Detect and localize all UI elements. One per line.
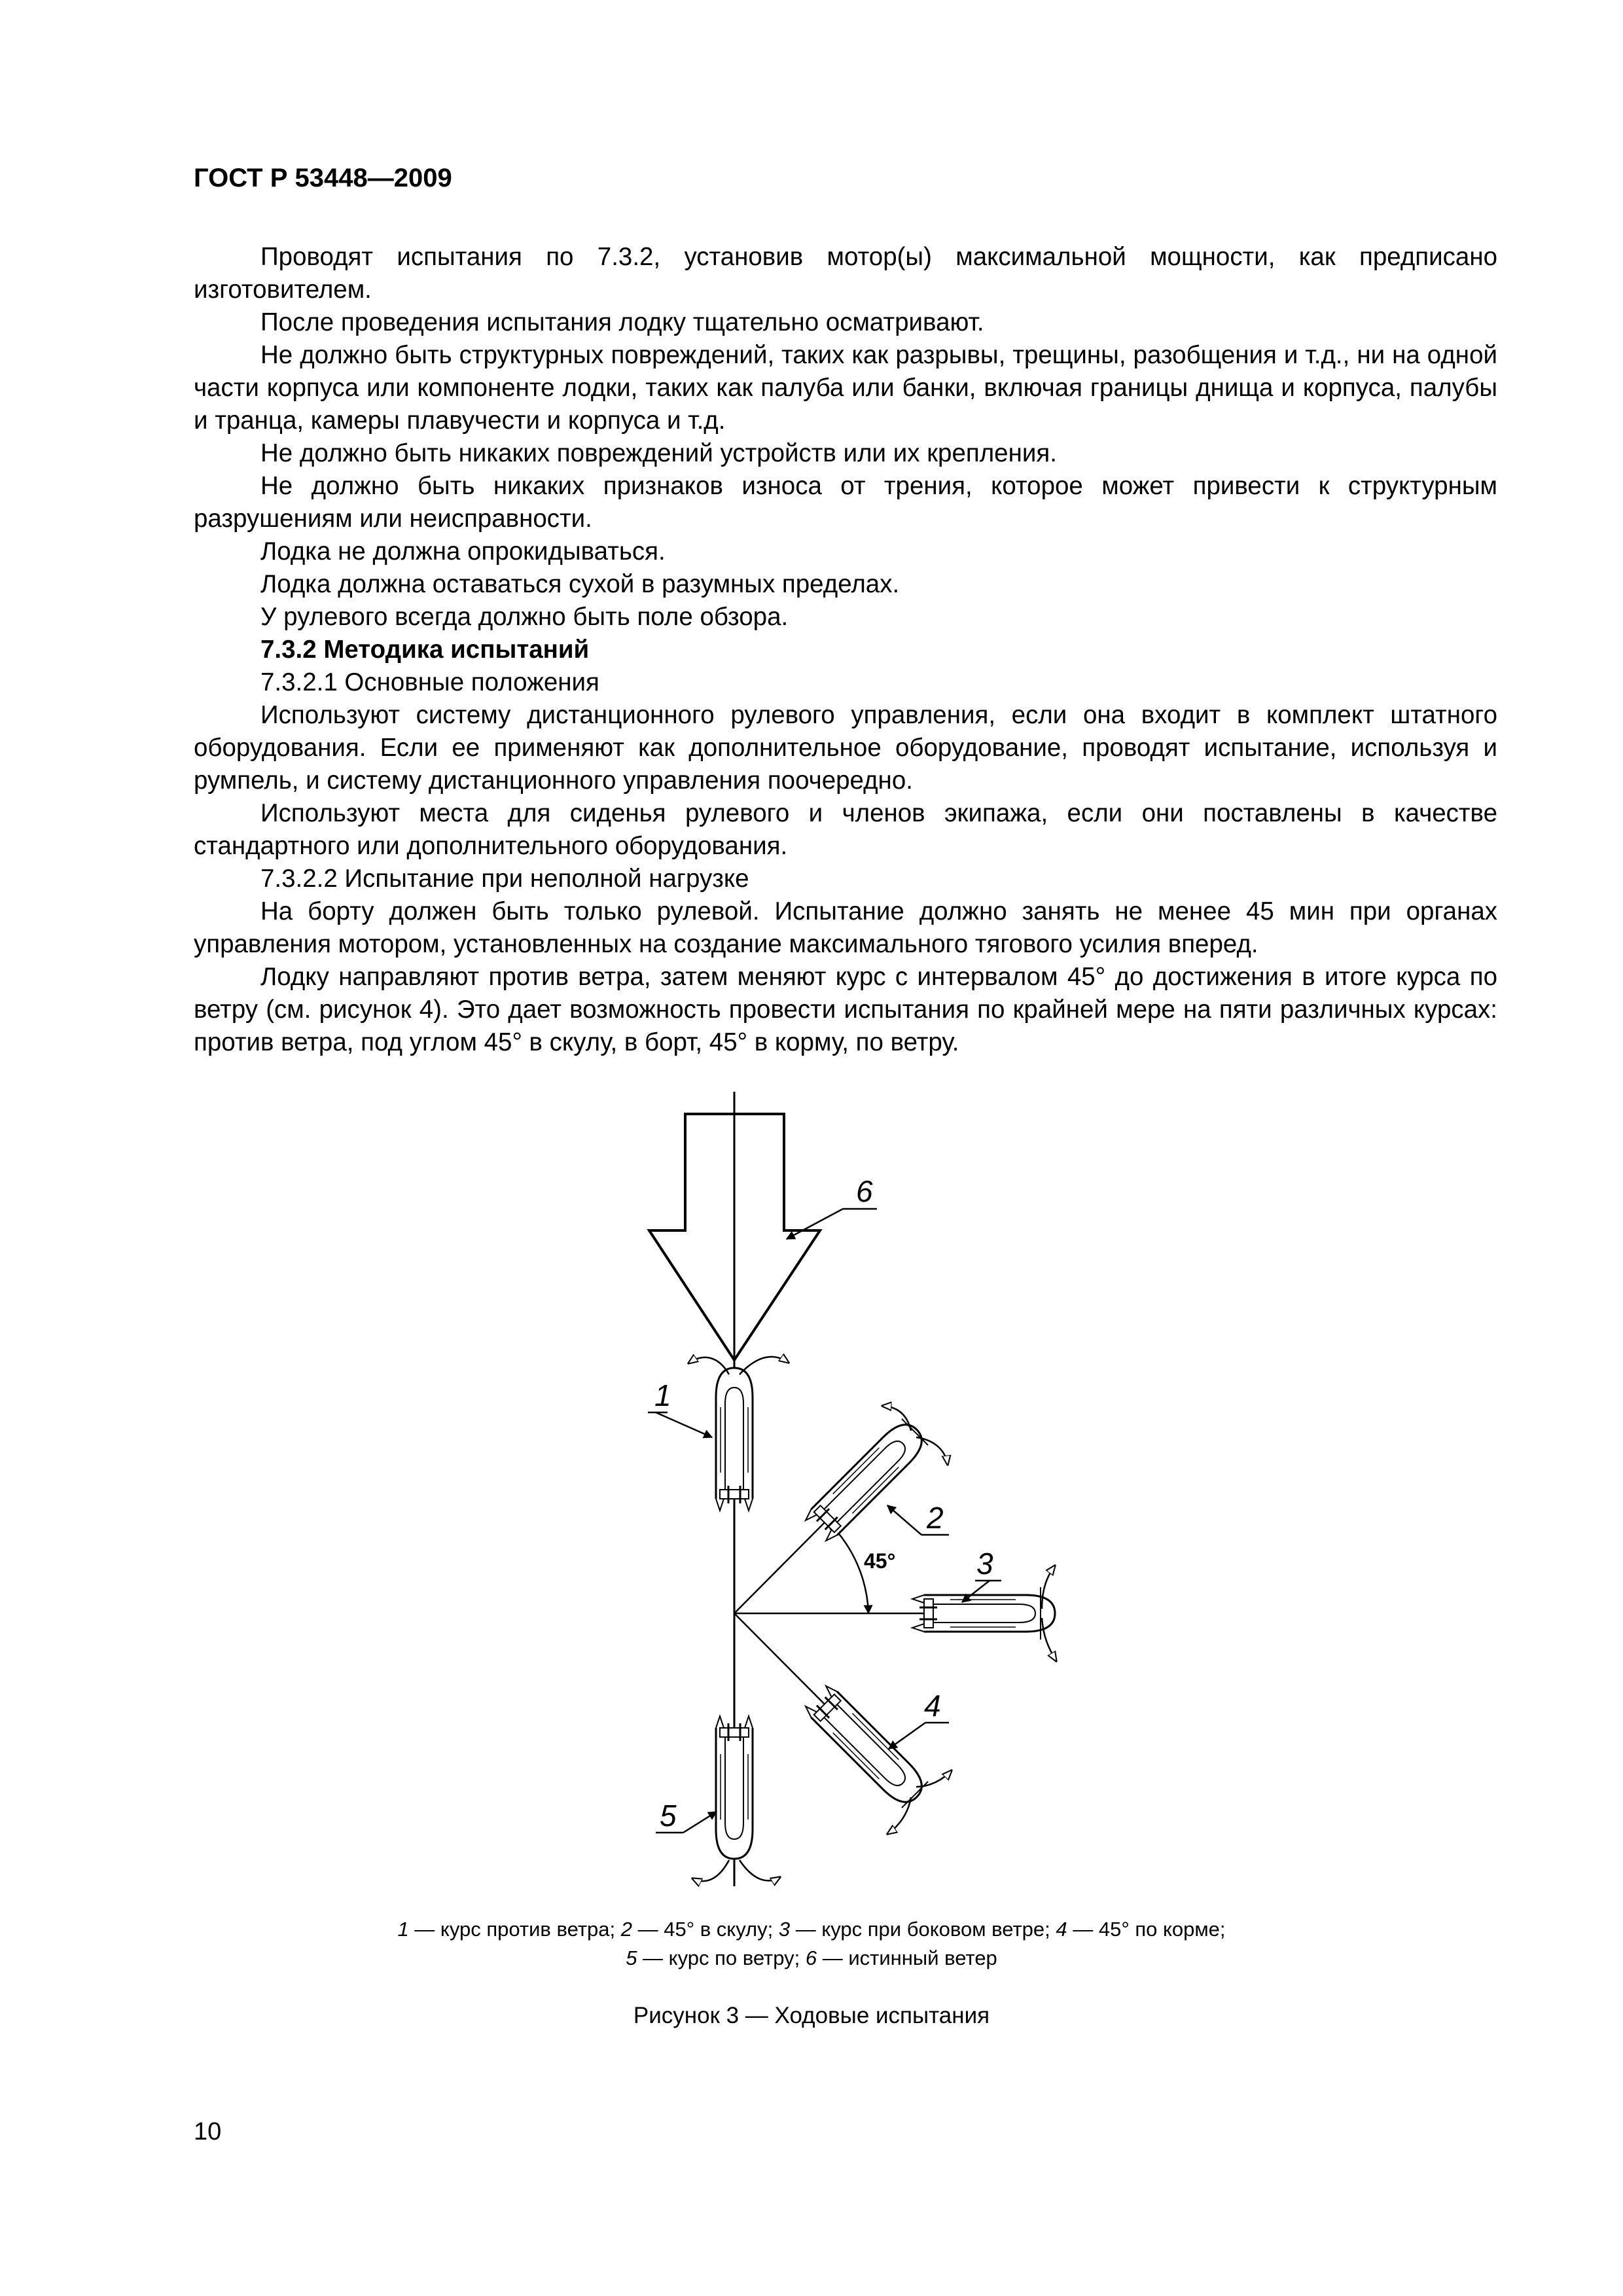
paragraph: Используют систему дистанционного рулевого управления, если она входит в комплект штатного оборудования. Если ее применяют как дополнительное оборудование, проводят испытание, используя и румпель, и систему дистанционного управления поочередно. — [194, 701, 1497, 795]
paragraph: Не должно быть структурных повреждений, таких как разрывы, трещины, разобщения и т.д., ни на одной части корпуса или компоненте лодки, таких как палуба или банки, включая границы днища и корпуса, палубы и транца, камеры плавучести и корпуса и т.д. — [194, 341, 1497, 435]
paragraph: На борту должен быть только рулевой. Испытание должно занять не менее 45 мин при органах управления мотором, установленных на создание максимального тягового усилия вперед. — [194, 897, 1497, 958]
label-5: 5 — [660, 1799, 677, 1833]
subsection-heading: 7.3.2.1 Основные положения — [260, 668, 599, 696]
page-number: 10 — [194, 2118, 222, 2145]
leader-4 — [889, 1723, 925, 1749]
label-1: 1 — [654, 1378, 671, 1412]
leader-1 — [656, 1412, 712, 1437]
turn-arrow-1b — [740, 1357, 789, 1374]
boat-course-5 — [716, 1716, 753, 1859]
paragraph: Не должно быть никаких признаков износа от трения, которое может привести к структурным разрушениям или неисправности. — [194, 472, 1497, 533]
paragraph: Лодку направляют против ветра, затем меняют курс с интервалом 45° до достижения в итоге курса по ветру (см. рисунок 4). Это дает возможность провести испытания по крайней мере на пяти различных курсах: против ветра, под углом 45° в скулу, в борт, 45° в корму, по ветру. — [194, 963, 1497, 1056]
turn-arrow-5a — [692, 1860, 729, 1881]
paragraph: Не должно быть никаких повреждений устройств или их крепления. — [260, 439, 1057, 467]
document-header: ГОСТ Р 53448—2009 — [194, 164, 452, 192]
figure-legend-line-2: 5 — курс по ветру; 6 — истинный ветер — [626, 1946, 997, 1969]
label-4: 4 — [924, 1689, 941, 1723]
boat-course-3 — [912, 1595, 1055, 1632]
label-3: 3 — [976, 1547, 993, 1581]
label-2: 2 — [927, 1501, 944, 1535]
angle-label: 45° — [864, 1549, 896, 1573]
figure-title: Рисунок 3 — Ходовые испытания — [633, 2003, 990, 2028]
paragraph: У рулевого всегда должно быть поле обзора. — [260, 603, 789, 631]
paragraph: После проведения испытания лодку тщательно осматривают. — [260, 308, 984, 336]
subsection-heading: 7.3.2.2 Испытание при неполной нагрузке — [260, 865, 749, 893]
turn-arrow-5b — [740, 1860, 780, 1880]
paragraph: Проводят испытания по 7.3.2, установив мотор(ы) максимальной мощности, как предписано изготовителем. — [194, 243, 1497, 304]
section-heading: 7.3.2 Методика испытаний — [260, 636, 590, 664]
label-6: 6 — [856, 1174, 873, 1208]
figure-legend-line-1: 1 — курс против ветра; 2 — 45° в скулу; 3 — курс при боковом ветре; 4 — 45° по корме; — [397, 1918, 1226, 1941]
paragraph: Используют места для сиденья рулевого и членов экипажа, если они поставлены в качестве стандартного или дополнительного оборудования. — [194, 799, 1497, 860]
boat-course-1 — [716, 1368, 753, 1511]
paragraph: Лодка не должна опрокидываться. — [260, 537, 666, 565]
leader-5 — [683, 1812, 717, 1833]
leader-2 — [887, 1505, 921, 1535]
paragraph: Лодка должна оставаться сухой в разумных пределах. — [260, 570, 900, 598]
